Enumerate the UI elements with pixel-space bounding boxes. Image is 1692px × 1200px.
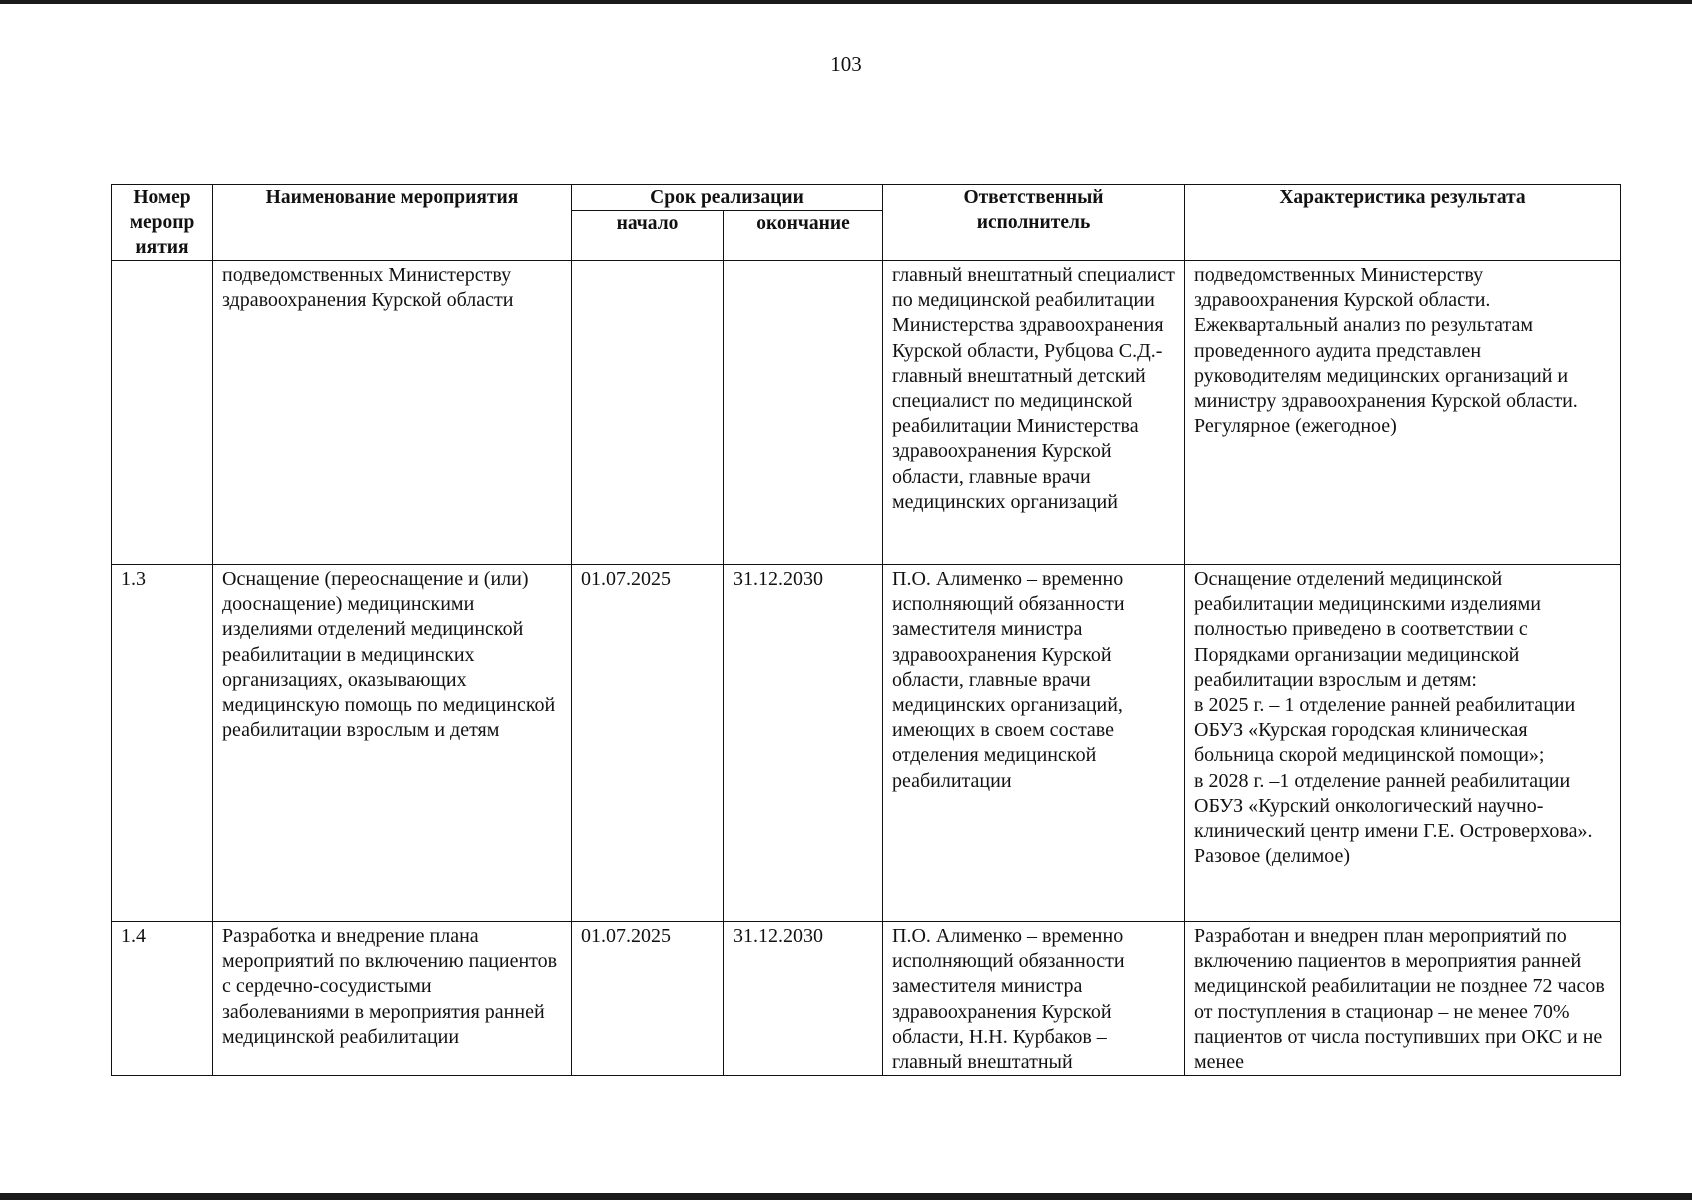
header-name: Наименование мероприятия [213,185,572,261]
table-row [112,922,1621,1076]
measures-table [111,184,1621,1076]
row-end: 31.12.2030 [724,922,883,1076]
table-row [112,261,1621,565]
row-name: Разработка и внедрение плана мероприятий по включению пациентов с сердечно-сосудистыми заболеваниями в мероприятия ранней медицинской реабилитации [213,922,572,1076]
row-end [724,261,883,565]
row-end: 31.12.2030 [724,565,883,922]
row-responsible: главный внештатный специалист по медицинской реабилитации Министерства здравоохранения Курской области, Рубцова С.Д.- главный внештатный детский специалист по медицинской реабилитации Министерства здравоохранения Курской области, главные врачи медицинских организаций [883,261,1185,565]
header-start: начало [572,211,724,261]
page-number: 103 [830,52,862,76]
row-number: 1.4 [112,922,213,1076]
header-result: Характеристика результата [1185,185,1621,261]
row-name: подведомственных Министерству здравоохранения Курской области [213,261,572,565]
header-number: Номер меропр иятия [112,185,213,261]
row-result: Разработан и внедрен план мероприятий по включению пациентов в мероприятия ранней медицинской реабилитации не позднее 72 часов от поступления в стационар – не менее 70% пациентов от числа поступивших при ОКС и не менее [1185,922,1621,1076]
row-start [572,261,724,565]
row-result: Оснащение отделений медицинской реабилитации медицинскими изделиями полностью приведено в соответствии с Порядками организации медицинской реабилитации взрослым и детям: в 2025 г. – 1 отделение ранней реабилитации ОБУЗ «Курская городская клиническая больница скорой медицинской помощи»; в 2028 г. –1 отделение ранней реабилитации ОБУЗ «Курский онкологический научно-клинический центр имени Г.Е. Островерхова». Разовое (делимое) [1185,565,1621,922]
row-start: 01.07.2025 [572,565,724,922]
header-row-1 [112,185,1621,211]
row-start: 01.07.2025 [572,922,724,1076]
scan-bottom-edge [0,1193,1692,1200]
header-responsible: Ответственный исполнитель [883,185,1185,261]
row-name: Оснащение (переоснащение и (или) дооснащение) медицинскими изделиями отделений медицинской реабилитации в медицинских организациях, оказывающих медицинскую помощь по медицинской реабилитации взрослым и детям [213,565,572,922]
row-number: 1.3 [112,565,213,922]
row-result: подведомственных Министерству здравоохранения Курской области. Ежеквартальный анализ по результатам проведенного аудита представлен руководителям медицинских организаций и министру здравоохранения Курской области. Регулярное (ежегодное) [1185,261,1621,565]
row-number [112,261,213,565]
row-responsible: П.О. Алименко – временно исполняющий обязанности заместителя министра здравоохранения Курской области, главные врачи медицинских организаций, имеющих в своем составе отделения медицинской реабилитации [883,565,1185,922]
header-period: Срок реализации [572,185,883,211]
header-end: окончание [724,211,883,261]
table-row [112,565,1621,922]
row-responsible: П.О. Алименко – временно исполняющий обязанности заместителя министра здравоохранения Курской области, Н.Н. Курбаков – главный внештатный [883,922,1185,1076]
scan-top-edge [0,0,1692,4]
